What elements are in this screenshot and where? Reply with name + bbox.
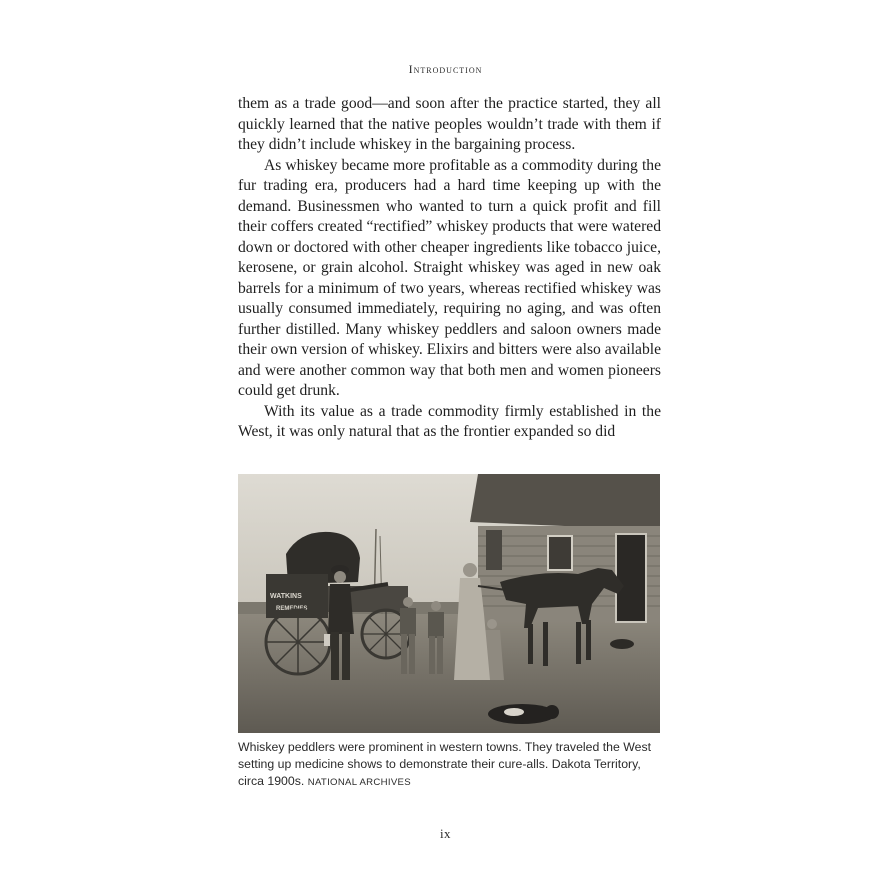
photo-caption [238,739,668,792]
paragraph-2: As whiskey became more profitable as a commodity during the fur trading era, producers had a hard time keeping up with the demand. Businessmen who wanted to turn a quick profit and fill their coffers created “rectified” whiskey products that were watered down or doctored with other cheaper ingredients like tobacco juice, kerosene, or grain alcohol. Straight whiskey was aged in new oak barrels for a minimum of two years, whereas rectified whiskey was usually consumed immediately, requiring no aging, and was often further distilled. Many whiskey peddlers and saloon owners made their own version of whiskey. Elixirs and bitters were also available and were another common way that both men and women pioneers could get drunk. [238,156,661,399]
caption-credit: NATIONAL ARCHIVES [307,777,411,789]
page-number: ix [439,826,452,841]
paragraph-1: them as a trade good—and soon after the practice started, they all quickly learned that the native peoples wouldn’t trade with them if they didn’t include whiskey in the bargaining process. [238,95,661,153]
wagon-sign-line2: REMEDIES [276,606,308,612]
caption-text: Whiskey peddlers were prominent in western towns. They traveled the West setting up medicine shows to demonstrate their cure-alls. Dakota Territory, circa 1900s. [238,740,652,789]
running-head: Introduction [408,62,483,76]
wagon-sign-line1: WATKINS [270,593,302,600]
historical-photograph [238,474,660,733]
paragraph-3: With its value as a trade commodity firmly established in the West, it was only natural that as the frontier expanded so did [238,402,661,440]
body-text [238,94,661,443]
